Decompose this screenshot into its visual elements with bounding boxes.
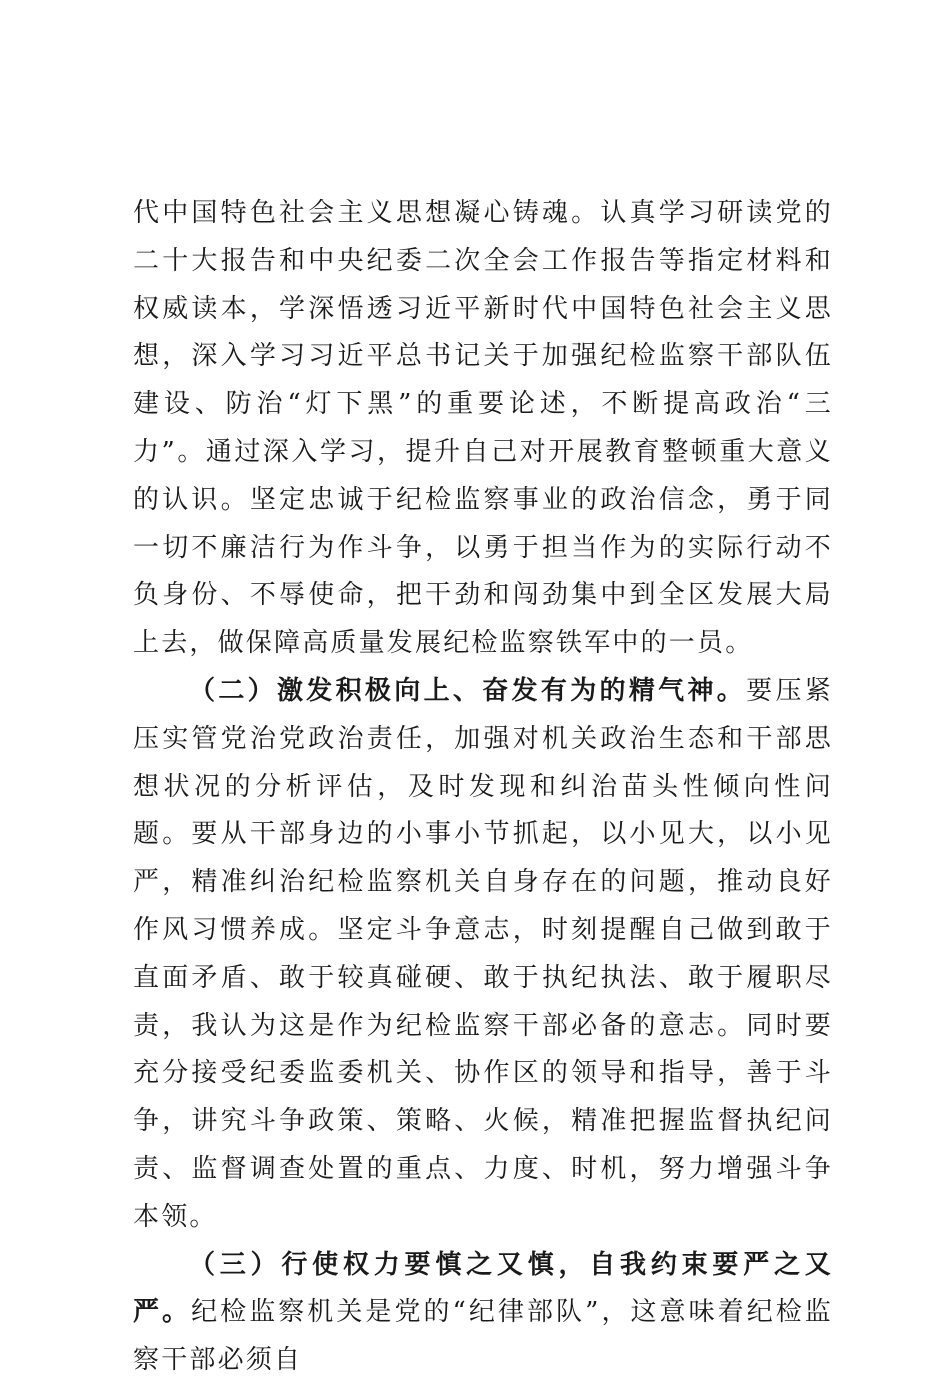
paragraph-3	[133, 1242, 833, 1385]
paragraph-3-text: 纪检监察机关是党的“纪律部队”，这意味着纪检监察干部必须自	[133, 1297, 833, 1376]
paragraph-2-text: 要压紧压实管党治党政治责任，加强对机关政治生态和干部思想状况的分析评估，及时发现和纠治苗头性倾向性问题。要从干部身边的小事小节抓起，以小见大，以小见严，精准纠治纪检监察机关自身存在的问题，推动良好作风习惯养成。坚定斗争意志，时刻提醒自己做到敢于直面矛盾、敢于较真碰硬、敢于执纪执法、敢于履职尽责，我认为这是作为纪检监察干部必备的意志。同时要充分接受纪委监委机关、协作区的领导和指导，善于斗争，讲究斗争政策、策略、火候，精准把握监督执纪问责、监督调查处置的重点、力度、时机，努力增强斗争本领。	[133, 675, 833, 1232]
paragraph-1	[133, 190, 833, 668]
paragraph-2	[133, 668, 833, 1242]
section-2-heading: （二）激发积极向上、奋发有为的精气神。	[189, 675, 747, 706]
document-body	[133, 190, 833, 1385]
section-3-heading: （三）行使权力要慎之又慎，自我约束要严之又严。	[133, 1249, 833, 1328]
paragraph-1-text: 代中国特色社会主义思想凝心铸魂。认真学习研读党的二十大报告和中央纪委二次全会工作报告等指定材料和权威读本，学深悟透习近平新时代中国特色社会主义思想，深入学习习近平总书记关于加强纪检监察干部队伍建设、防治“灯下黑”的重要论述，不断提高政治“三力”。通过深入学习，提升自己对开展教育整顿重大意义的认识。坚定忠诚于纪检监察事业的政治信念，勇于同一切不廉洁行为作斗争，以勇于担当作为的实际行动不负身份、不辱使命，把干劲和闯劲集中到全区发展大局上去，做保障高质量发展纪检监察铁军中的一员。	[133, 198, 833, 659]
